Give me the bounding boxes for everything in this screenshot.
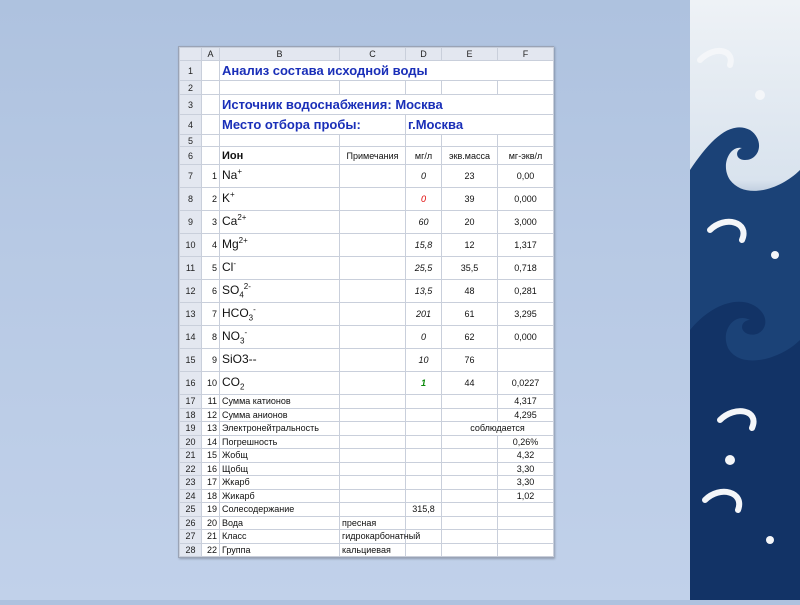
column-header-f[interactable]: F [498,48,554,61]
ion-notes[interactable] [340,280,406,303]
header-ion[interactable]: Ион [220,147,340,165]
summary-c[interactable] [340,408,406,422]
ion-mg-eq-l[interactable] [498,349,554,372]
decorative-wave-panel [690,0,800,600]
row-header[interactable]: 5 [180,135,202,147]
row-header[interactable]: 27 [180,530,202,544]
header-notes[interactable]: Примечания [340,147,406,165]
table-row [180,257,554,280]
ion-charge: 2- [243,282,251,292]
table-row [180,61,554,81]
row-header[interactable]: 2 [180,81,202,95]
ion-formula[interactable] [220,372,340,395]
summary-f[interactable]: 3,30 [498,462,554,476]
row-header[interactable]: 20 [180,435,202,449]
table-row [180,81,554,95]
ion-notes[interactable] [340,188,406,211]
cell[interactable] [202,147,220,165]
summary-index[interactable]: 21 [202,530,220,544]
water-source[interactable]: Источник водоснабжения: Москва [220,95,554,115]
summary-d[interactable] [406,476,442,490]
table-row [180,530,554,544]
ion-mg-l[interactable]: 201 [406,303,442,326]
summary-d[interactable] [406,543,442,557]
row-header[interactable]: 9 [180,211,202,234]
row-header[interactable]: 11 [180,257,202,280]
summary-index[interactable]: 18 [202,489,220,503]
ion-eq-mass[interactable]: 44 [442,372,498,395]
table-row [180,449,554,463]
summary-index[interactable]: 19 [202,503,220,517]
cell[interactable] [220,135,340,147]
cell[interactable] [202,61,220,81]
ion-formula[interactable] [220,211,340,234]
cell[interactable] [442,135,498,147]
table-row [180,95,554,115]
cell[interactable] [202,81,220,95]
ion-mg-l[interactable]: 25,5 [406,257,442,280]
ion-mg-l[interactable]: 13,5 [406,280,442,303]
row-header[interactable]: 14 [180,326,202,349]
ion-mg-l[interactable]: 0 [406,326,442,349]
summary-label[interactable]: Погрешность [220,435,340,449]
summary-e[interactable] [442,449,498,463]
ion-index[interactable]: 10 [202,372,220,395]
ion-mg-l[interactable]: 15,8 [406,234,442,257]
summary-index[interactable]: 14 [202,435,220,449]
summary-index[interactable]: 12 [202,408,220,422]
summary-status[interactable]: соблюдается [442,422,554,436]
ion-formula[interactable] [220,349,340,372]
row-header[interactable]: 26 [180,516,202,530]
summary-e[interactable] [442,530,498,544]
ion-index[interactable]: 2 [202,188,220,211]
table-row [180,211,554,234]
summary-e[interactable] [442,462,498,476]
ion-mg-l[interactable]: 10 [406,349,442,372]
ion-mg-l[interactable]: 60 [406,211,442,234]
ion-charge: 2+ [238,236,248,246]
summary-c[interactable] [340,422,406,436]
column-header-e[interactable]: E [442,48,498,61]
ion-base: Na [222,168,238,183]
row-header[interactable]: 28 [180,543,202,557]
cell[interactable] [202,135,220,147]
row-header[interactable]: 13 [180,303,202,326]
summary-label[interactable]: Электронейтральность [220,422,340,436]
summary-c[interactable]: пресная [340,516,406,530]
ion-index[interactable]: 8 [202,326,220,349]
ion-formula[interactable] [220,188,340,211]
summary-index[interactable]: 15 [202,449,220,463]
row-header[interactable]: 1 [180,61,202,81]
summary-f[interactable]: 0,26% [498,435,554,449]
summary-f[interactable] [498,543,554,557]
summary-f[interactable]: 4,295 [498,408,554,422]
ion-base: Ca [222,214,238,229]
row-header[interactable]: 23 [180,476,202,490]
row-header[interactable]: 12 [180,280,202,303]
summary-c[interactable]: гидрокарбонатный [340,530,406,544]
ion-index[interactable]: 5 [202,257,220,280]
table-row [180,543,554,557]
ion-notes[interactable] [340,326,406,349]
ion-index[interactable]: 9 [202,349,220,372]
cell[interactable] [498,81,554,95]
cell[interactable] [220,81,340,95]
sampling-place-value[interactable]: г.Москва [406,115,554,135]
summary-e[interactable] [442,543,498,557]
summary-e[interactable] [442,476,498,490]
ion-mg-eq-l[interactable]: 0,0227 [498,372,554,395]
ion-mg-eq-l[interactable]: 3,295 [498,303,554,326]
column-header-d[interactable]: D [406,48,442,61]
summary-index[interactable]: 22 [202,543,220,557]
ion-base: NO [222,329,240,344]
summary-label[interactable]: Вода [220,516,340,530]
ion-charge: + [230,190,235,200]
row-header[interactable]: 18 [180,408,202,422]
ion-notes[interactable] [340,349,406,372]
column-header-a[interactable]: A [202,48,220,61]
ion-index[interactable]: 3 [202,211,220,234]
table-row [180,147,554,165]
ion-formula[interactable] [220,165,340,188]
table-row [180,503,554,517]
ion-eq-mass[interactable]: 23 [442,165,498,188]
row-header[interactable]: 25 [180,503,202,517]
ion-base: K [222,191,231,206]
cell[interactable] [406,135,442,147]
table-row [180,422,554,436]
summary-label[interactable]: Жкарб [220,476,340,490]
header-mg-eq-l[interactable]: мг-экв/л [498,147,554,165]
summary-e[interactable] [442,408,498,422]
table-row [180,115,554,135]
summary-f[interactable] [498,516,554,530]
table-row [180,408,554,422]
summary-d[interactable] [406,422,442,436]
summary-index[interactable]: 13 [202,422,220,436]
summary-d[interactable] [406,408,442,422]
ion-formula[interactable] [220,303,340,326]
summary-label[interactable]: Щобщ [220,462,340,476]
summary-d[interactable] [406,516,442,530]
table-row [180,135,554,147]
row-header[interactable]: 15 [180,349,202,372]
table-row [180,476,554,490]
cell[interactable] [442,81,498,95]
summary-d[interactable] [406,462,442,476]
table-row [180,372,554,395]
table-row [180,303,554,326]
summary-c[interactable] [340,476,406,490]
summary-d[interactable] [406,395,442,409]
ion-eq-mass[interactable]: 39 [442,188,498,211]
summary-c[interactable] [340,449,406,463]
ion-mg-eq-l[interactable]: 0,000 [498,326,554,349]
column-header-row [180,48,554,61]
ion-base: Cl [222,260,234,275]
ion-mg-l[interactable]: 0 [406,188,442,211]
summary-index[interactable]: 20 [202,516,220,530]
ion-formula[interactable] [220,234,340,257]
summary-label[interactable]: Класс [220,530,340,544]
summary-f[interactable] [498,503,554,517]
summary-c[interactable] [340,503,406,517]
cell[interactable] [406,81,442,95]
cell[interactable] [340,81,406,95]
ion-index[interactable]: 7 [202,303,220,326]
ion-notes[interactable] [340,303,406,326]
ion-eq-mass[interactable]: 48 [442,280,498,303]
summary-index[interactable]: 11 [202,395,220,409]
ion-base: SiO3-- [222,352,257,367]
ion-mg-eq-l[interactable]: 0,718 [498,257,554,280]
table-row [180,395,554,409]
summary-label[interactable]: Сумма анионов [220,408,340,422]
ion-index[interactable]: 1 [202,165,220,188]
ion-eq-mass[interactable]: 76 [442,349,498,372]
summary-d[interactable] [406,489,442,503]
row-header[interactable]: 16 [180,372,202,395]
cell[interactable] [202,115,220,135]
ion-index[interactable]: 4 [202,234,220,257]
summary-c[interactable] [340,462,406,476]
summary-e[interactable] [442,516,498,530]
summary-f[interactable]: 1,02 [498,489,554,503]
summary-label[interactable]: Сумма катионов [220,395,340,409]
select-all-corner[interactable] [180,48,202,61]
table-row [180,516,554,530]
ion-formula[interactable] [220,280,340,303]
summary-f[interactable]: 4,317 [498,395,554,409]
ion-charge: - [233,259,237,269]
row-header[interactable]: 7 [180,165,202,188]
row-header[interactable]: 21 [180,449,202,463]
row-header[interactable]: 24 [180,489,202,503]
ion-mg-eq-l[interactable]: 0,281 [498,280,554,303]
ion-base: Mg [222,237,239,252]
table-row [180,280,554,303]
summary-e[interactable] [442,489,498,503]
header-mg-l[interactable]: мг/л [406,147,442,165]
table-row [180,188,554,211]
summary-d[interactable] [406,435,442,449]
ion-mg-l[interactable]: 1 [406,372,442,395]
row-header[interactable]: 19 [180,422,202,436]
ion-mg-l[interactable]: 0 [406,165,442,188]
header-eq-mass[interactable]: экв.масса [442,147,498,165]
ion-base: HCO [222,306,249,321]
table-row [180,165,554,188]
row-header[interactable]: 17 [180,395,202,409]
ion-eq-mass[interactable]: 62 [442,326,498,349]
summary-e[interactable] [442,395,498,409]
row-header[interactable]: 4 [180,115,202,135]
ion-mg-eq-l[interactable]: 3,000 [498,211,554,234]
summary-label[interactable]: Жобщ [220,449,340,463]
summary-d[interactable] [406,449,442,463]
summary-e[interactable] [442,435,498,449]
table-row [180,234,554,257]
ion-base: SO [222,283,240,298]
ion-mg-eq-l[interactable]: 0,000 [498,188,554,211]
spreadsheet [178,46,554,558]
summary-f[interactable]: 3,30 [498,476,554,490]
ion-eq-mass[interactable]: 35,5 [442,257,498,280]
ion-eq-mass[interactable]: 61 [442,303,498,326]
table-row [180,462,554,476]
sampling-place-label[interactable]: Место отбора пробы: [220,115,406,135]
summary-label[interactable]: Солесодержание [220,503,340,517]
summary-c[interactable] [340,435,406,449]
ion-notes[interactable] [340,211,406,234]
column-header-c[interactable]: C [340,48,406,61]
cell[interactable] [340,135,406,147]
ion-charge: - [244,328,248,338]
ion-subscript: 4 [239,290,244,300]
row-header[interactable]: 6 [180,147,202,165]
ion-formula[interactable] [220,326,340,349]
cell[interactable] [202,95,220,115]
ion-mg-eq-l[interactable]: 0,00 [498,165,554,188]
ion-charge: 2+ [237,213,247,223]
ion-charge: + [237,167,243,177]
summary-c[interactable] [340,395,406,409]
wave-art [690,0,800,600]
water-analysis-table [179,47,554,557]
table-row [180,349,554,372]
cell[interactable] [498,135,554,147]
ion-subscript: 3 [248,313,254,323]
ion-subscript: 3 [240,336,245,346]
summary-c[interactable] [340,489,406,503]
ion-charge: - [253,305,256,315]
table-row [180,326,554,349]
summary-f[interactable] [498,530,554,544]
column-header-b[interactable]: B [220,48,340,61]
summary-d[interactable]: 315,8 [406,503,442,517]
ion-base: CO [222,375,240,390]
ion-subscript: 2 [240,382,245,392]
table-row [180,489,554,503]
row-header[interactable]: 22 [180,462,202,476]
ion-notes[interactable] [340,372,406,395]
ion-eq-mass[interactable]: 12 [442,234,498,257]
ion-index[interactable]: 6 [202,280,220,303]
table-row [180,435,554,449]
row-header[interactable]: 10 [180,234,202,257]
summary-e[interactable] [442,503,498,517]
ion-formula[interactable] [220,257,340,280]
summary-f[interactable]: 4,32 [498,449,554,463]
ion-notes[interactable] [340,234,406,257]
summary-label[interactable]: Группа [220,543,340,557]
sheet-title[interactable]: Анализ состава исходной воды [220,61,554,81]
summary-index[interactable]: 17 [202,476,220,490]
summary-label[interactable]: Жикарб [220,489,340,503]
summary-index[interactable]: 16 [202,462,220,476]
ion-notes[interactable] [340,257,406,280]
ion-mg-eq-l[interactable]: 1,317 [498,234,554,257]
row-header[interactable]: 3 [180,95,202,115]
ion-eq-mass[interactable]: 20 [442,211,498,234]
summary-c[interactable]: кальциевая [340,543,406,557]
ion-notes[interactable] [340,165,406,188]
row-header[interactable]: 8 [180,188,202,211]
